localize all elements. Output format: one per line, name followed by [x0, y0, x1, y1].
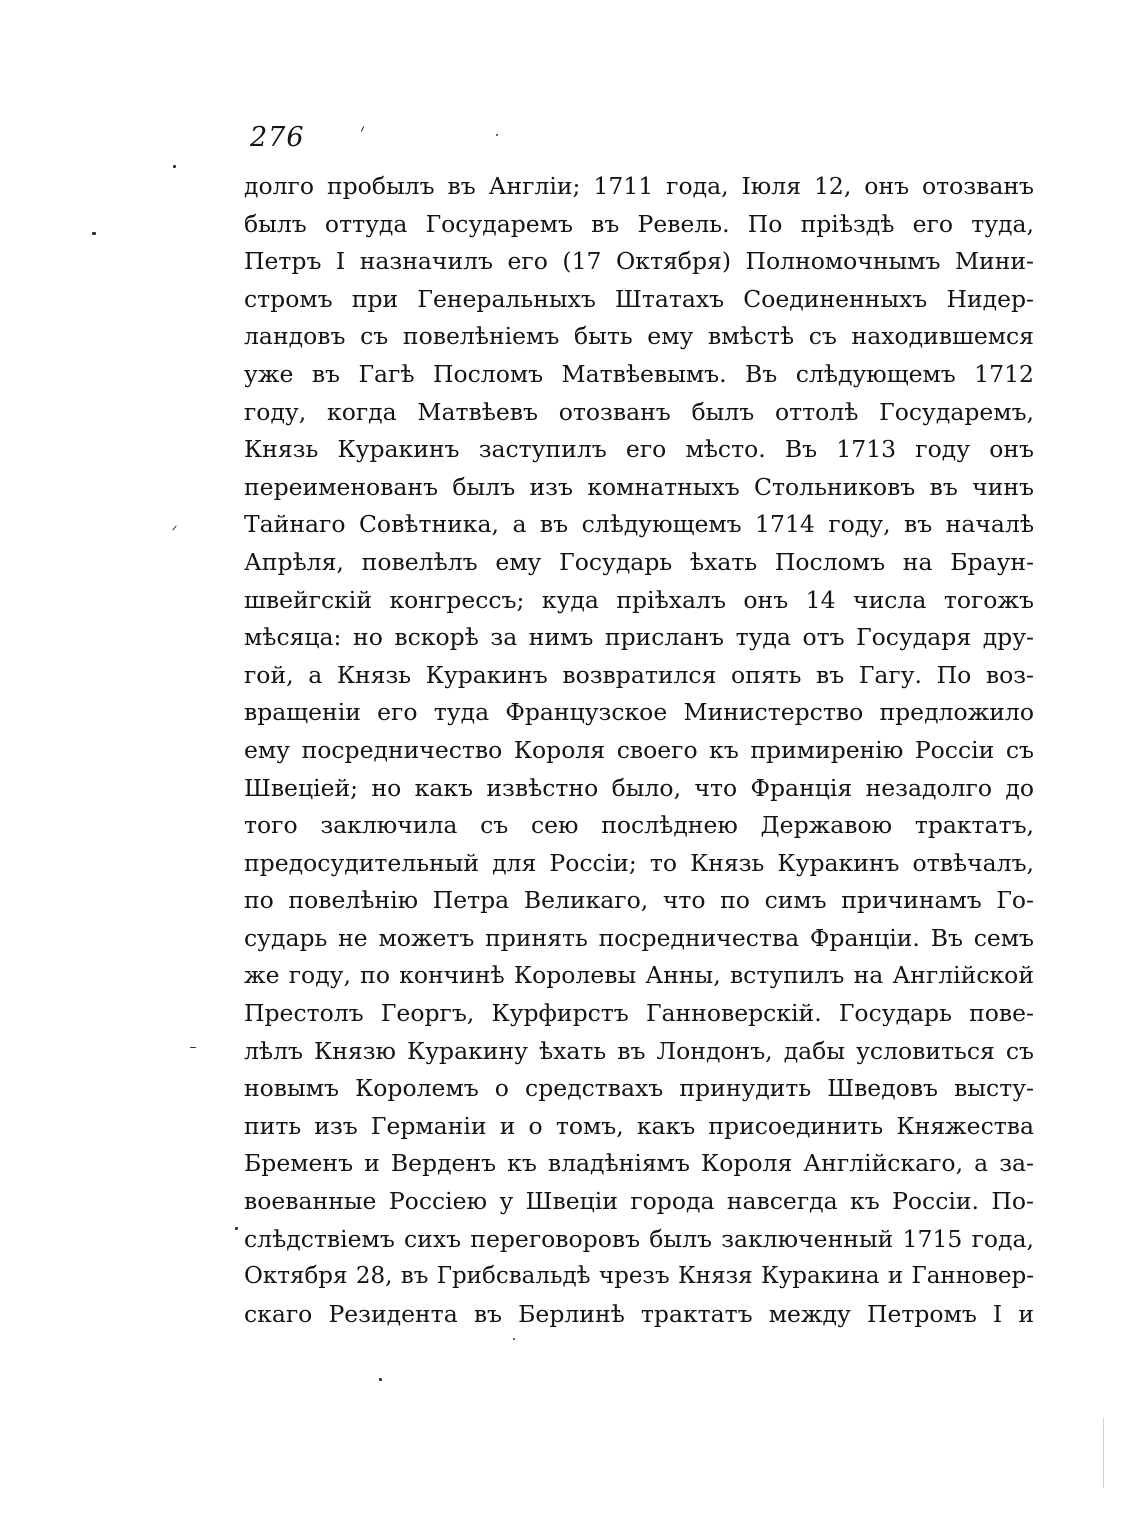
- text-line: Престолъ Георгъ, Курфирстъ Ганноверскій. Государь пове-: [244, 999, 1034, 1028]
- text-line: же году, по кончинѣ Королевы Анны, вступилъ на Англійской: [244, 961, 1034, 990]
- text-line: Князь Куракинъ заступилъ его мѣсто. Въ 1713 году онъ: [244, 435, 1034, 464]
- scan-speck: [513, 1338, 515, 1340]
- text-line: того заключила съ сею послѣднею Державою трактатъ,: [244, 811, 1034, 840]
- scan-speck: [190, 1047, 196, 1048]
- scan-speck: [173, 165, 176, 168]
- text-line: лѣлъ Князю Куракину ѣхать въ Лондонъ, дабы условиться съ: [244, 1036, 1034, 1065]
- text-line: Петръ I назначилъ его (17 Октября) Полномочнымъ Мини-: [244, 247, 1034, 276]
- scan-speck: [235, 1227, 238, 1230]
- text-line: гой, а Князь Куракинъ возвратился опять въ Гагу. По воз-: [244, 660, 1034, 689]
- text-line: предосудительный для Россіи; то Князь Куракинъ отвѣчалъ,: [244, 848, 1034, 877]
- text-line: швейгскій конгрессъ; куда пріѣхалъ онъ 14 числа тогожъ: [244, 585, 1034, 614]
- scan-speck: [379, 1378, 382, 1381]
- text-line: переименованъ былъ изъ комнатныхъ Стольниковъ въ чинъ: [244, 472, 1034, 501]
- text-line: ему посредничество Короля своего къ примиренію Россіи съ: [244, 735, 1034, 764]
- scan-speck: [92, 232, 96, 235]
- text-line: вращеніи его туда Французское Министерство предложило: [244, 698, 1034, 727]
- text-line: сударь не можетъ принять посредничества Франціи. Въ семъ: [244, 923, 1034, 952]
- text-line: уже въ Гагѣ Посломъ Матвѣевымъ. Въ слѣдующемъ 1712: [244, 359, 1034, 388]
- page-number: 276: [250, 122, 305, 153]
- text-line: стромъ при Генеральныхъ Штатахъ Соединенныхъ Нидер-: [244, 284, 1034, 313]
- text-line: долго пробылъ въ Англіи; 1711 года, Іюля 12, онъ отозванъ: [244, 172, 1034, 200]
- scan-speck: [361, 126, 364, 132]
- text-line: Швеціей; но какъ извѣстно было, что Франція незадолго до: [244, 773, 1034, 802]
- body-text: [244, 168, 1034, 1333]
- text-line: воеванные Россіею у Швеціи города навсегда къ Россіи. По-: [244, 1187, 1034, 1216]
- text-line: году, когда Матвѣевъ отозванъ былъ оттолѣ Государемъ,: [244, 397, 1034, 426]
- text-line: Бременъ и Верденъ къ владѣніямъ Короля Англійскаго, а за-: [244, 1149, 1034, 1178]
- text-line: пить изъ Германіи и о томъ, какъ присоединить Княжества: [244, 1111, 1034, 1140]
- scan-speck: [172, 525, 177, 530]
- text-line: по повелѣнію Петра Великаго, что по симъ причинамъ Го-: [244, 886, 1034, 915]
- text-line: Октября 28, въ Грибсвальдѣ чрезъ Князя Куракина и Ганновер-: [244, 1263, 1034, 1290]
- scan-speck: [496, 134, 498, 136]
- text-line: былъ оттуда Государемъ въ Ревель. По пріѣздѣ его туда,: [244, 209, 1034, 238]
- scan-edge-line: [1103, 1418, 1104, 1488]
- text-line: Тайнаго Совѣтника, а въ слѣдующемъ 1714 году, въ началѣ: [244, 510, 1034, 539]
- text-line: слѣдствіемъ сихъ переговоровъ былъ заключенный 1715 года,: [244, 1224, 1034, 1253]
- text-line: мѣсяца: но вскорѣ за нимъ присланъ туда отъ Государя дру-: [244, 623, 1034, 652]
- text-line: новымъ Королемъ о средствахъ принудить Шведовъ высту-: [244, 1074, 1034, 1103]
- text-line: скаго Резидента въ Берлинѣ трактатъ между Петромъ I и: [244, 1299, 1034, 1328]
- text-line: ландовъ съ повелѣніемъ быть ему вмѣстѣ съ находившемся: [244, 322, 1034, 351]
- text-line: Апрѣля, повелѣлъ ему Государь ѣхать Посломъ на Браун-: [244, 547, 1034, 576]
